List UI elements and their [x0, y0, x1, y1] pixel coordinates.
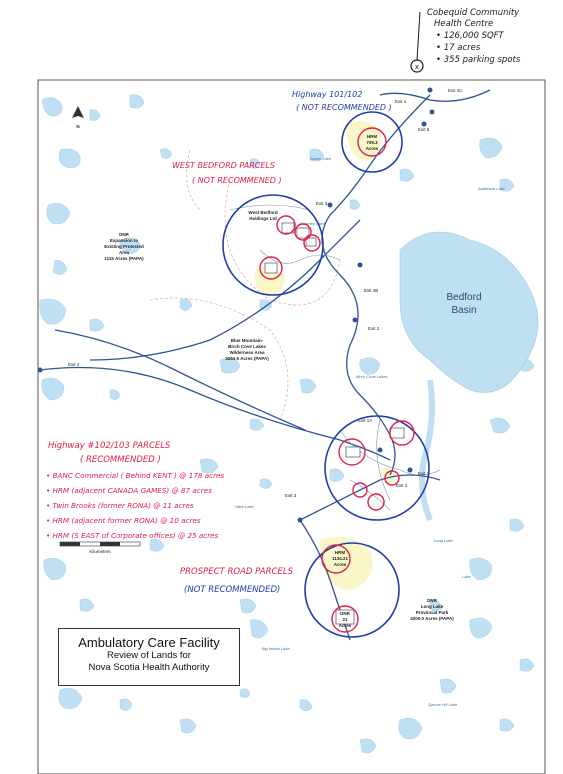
exit-label: Exit 3 [285, 493, 297, 498]
cobequid-marker [411, 12, 423, 72]
prospect-note [180, 567, 294, 577]
svg-text:(NOT RECOMMENDED): (NOT RECOMMENDED) [184, 585, 281, 595]
svg-text:Acres: Acres [333, 562, 347, 567]
svg-text:4200.0 Acres (PAPA): 4200.0 Acres (PAPA) [410, 616, 454, 621]
lake-label: Birch Cove Lakes [356, 374, 388, 379]
exit-label: Exit 2 [368, 326, 380, 331]
lake-label: Sandy Lake [310, 156, 332, 161]
svg-text:• Twin Brooks (former RONA) @: • Twin Brooks (former RONA) @ 11 acres [46, 501, 194, 510]
svg-text:Wilderness Area: Wilderness Area [229, 350, 265, 355]
lake-label: Lake [462, 574, 471, 579]
svg-text:Health Centre: Health Centre [434, 19, 494, 29]
exit-label: Exit 2 [396, 483, 408, 488]
exit-label: Exit 4 [68, 362, 80, 367]
svg-text:Holdings Ltd: Holdings Ltd [249, 216, 277, 221]
svg-text:Provincial Park: Provincial Park [415, 610, 449, 615]
svg-text:Basin: Basin [451, 305, 477, 316]
exit-label: Exit 5 [418, 127, 430, 132]
svg-text:709.3: 709.3 [366, 140, 378, 145]
svg-text:Area: Area [118, 250, 130, 255]
svg-text:• HRM (S EAST of Corporate off: • HRM (S EAST of Corporate offices) @ 25 acres [46, 531, 219, 540]
exit-label: Exit 1A [358, 418, 373, 423]
title-main: Ambulatory Care Facility [78, 635, 220, 650]
hrm-top-label [366, 134, 379, 151]
lake-label: Kearney Lake [300, 221, 325, 226]
lake-label: Anderson Lake [478, 186, 505, 191]
cobequid-note [427, 8, 521, 65]
svg-text:Birch Cove Lakes: Birch Cove Lakes [228, 344, 266, 349]
svg-text:Blue Mountain-: Blue Mountain- [230, 338, 264, 343]
lake-label: Long Lake [434, 538, 453, 543]
svg-text:x: x [414, 63, 420, 71]
lake-label: Spruce Hill Lake [428, 702, 458, 707]
svg-text:DNR: DNR [340, 611, 350, 616]
prospect-note-sub [184, 585, 280, 595]
svg-text:Acres: Acres [338, 623, 352, 628]
exit-label: Exit 2B [364, 288, 379, 293]
svg-text:Existing Protected: Existing Protected [104, 244, 144, 249]
svg-text:• 126,000 SQFT: • 126,000 SQFT [436, 31, 504, 41]
svg-text:HRM: HRM [334, 550, 346, 555]
svg-text:( RECOMMENDED ): ( RECOMMENDED ) [80, 455, 161, 465]
svg-text:1115 Acres (PAPA): 1115 Acres (PAPA) [104, 256, 144, 261]
exit-label: Exit 4 [395, 99, 407, 104]
title-sub-line2: Nova Scotia Health Authority [88, 662, 210, 673]
svg-text:• HRM (adjacent former RONA) @: • HRM (adjacent former RONA) @ 10 acres [46, 516, 201, 525]
exit-label: Exit 4C [448, 88, 463, 93]
svg-text:• BANC Commercial ( Behind KEN: • BANC Commercial ( Behind KENT ) @ 178 acres [46, 471, 225, 480]
exit-label: Exit 3 [316, 201, 328, 206]
svg-text:3264 6 Acres (PAPA): 3264 6 Acres (PAPA) [225, 356, 269, 361]
exit-label: Exit 1 [418, 471, 430, 476]
svg-text:Long Lake: Long Lake [420, 604, 444, 609]
svg-text:( NOT RECOMMENED ): ( NOT RECOMMENED ) [192, 176, 282, 185]
svg-text:Highway #102/103 PARCELS: Highway #102/103 PARCELS [48, 441, 171, 451]
svg-text:Bedford: Bedford [446, 292, 482, 303]
svg-text:• 17 acres: • 17 acres [436, 43, 481, 53]
svg-text:West Bedford: West Bedford [248, 210, 278, 215]
lake-label: Otter Lake [235, 504, 254, 509]
svg-text:HRM: HRM [366, 134, 378, 139]
svg-text:N: N [76, 124, 80, 129]
svg-text:• 355 parking spots: • 355 parking spots [436, 55, 521, 65]
blue-mountain-label [225, 338, 269, 361]
svg-text:Kilometres: Kilometres [89, 549, 111, 554]
svg-text:WEST BEDFORD PARCELS: WEST BEDFORD PARCELS [172, 161, 275, 170]
svg-text:( NOT RECOMMENDED ): ( NOT RECOMMENDED ) [296, 103, 392, 112]
svg-text:21: 21 [342, 617, 348, 622]
svg-text:Cobequid Community: Cobequid Community [427, 8, 520, 18]
svg-text:DNR: DNR [427, 598, 437, 603]
svg-text:PROSPECT ROAD PARCELS: PROSPECT ROAD PARCELS [180, 567, 293, 577]
title-box [58, 628, 240, 686]
west-bedford-holdings-label [248, 210, 277, 221]
svg-text:Expansion to: Expansion to [109, 238, 139, 243]
svg-text:DNR: DNR [119, 232, 129, 237]
svg-text:Highway 101/102: Highway 101/102 [292, 90, 363, 99]
svg-text:• HRM (adjacent CANADA GAMES): • HRM (adjacent CANADA GAMES) @ 87 acres [46, 486, 212, 495]
svg-text:1134.21: 1134.21 [331, 556, 349, 561]
title-sub-line1: Review of Lands for [107, 650, 191, 661]
svg-text:Acres: Acres [365, 146, 379, 151]
lake-label: Big Indian Lake [262, 646, 290, 651]
